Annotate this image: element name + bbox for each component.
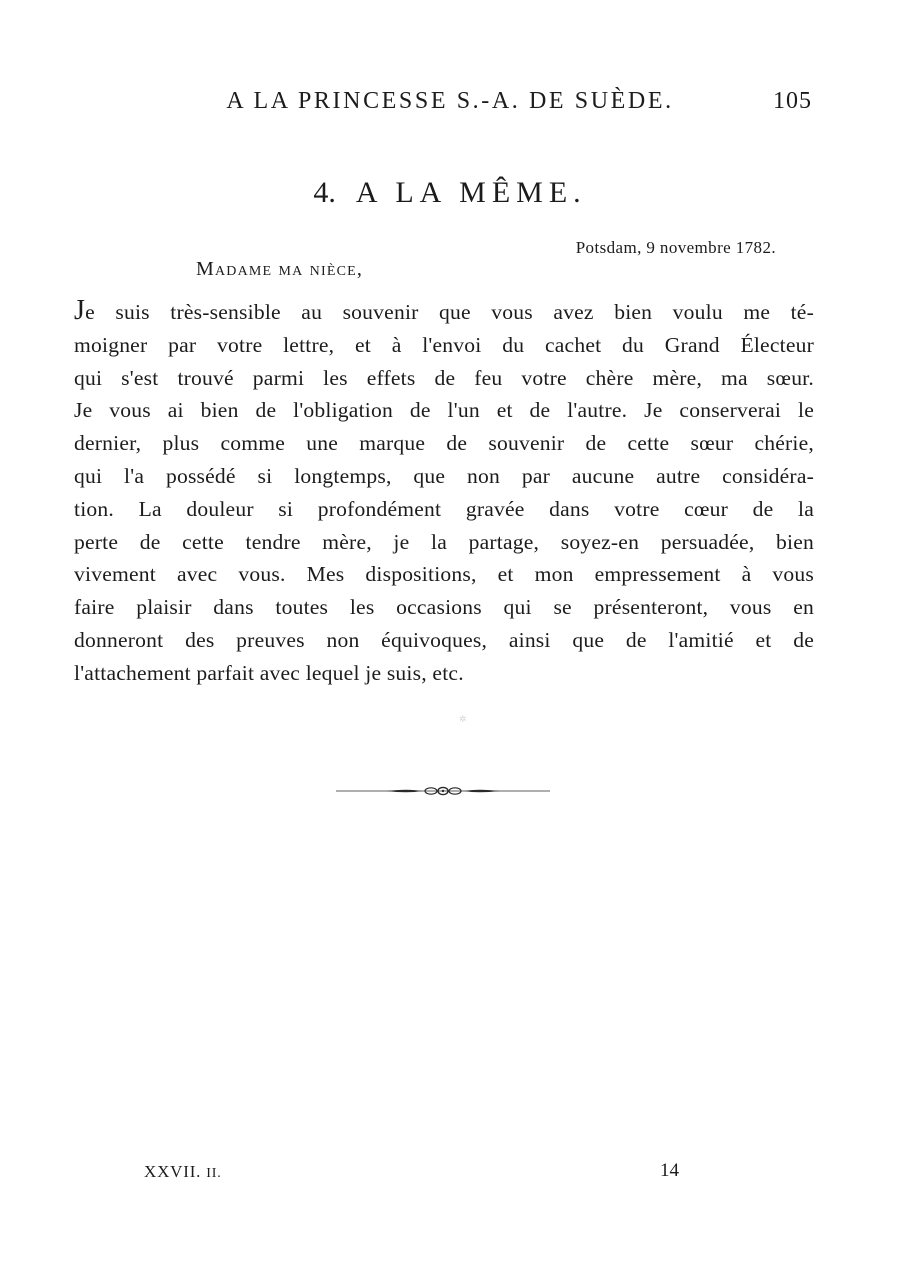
body-line: dernier, plus comme une marque de souvenir de cette sœur chérie,	[74, 431, 814, 456]
body-line: l'attachement parfait avec lequel je suis, etc.	[74, 660, 464, 685]
body-line: moigner par votre lettre, et à l'envoi du cachet du Grand Électeur	[74, 332, 814, 357]
letter-body	[74, 296, 814, 690]
letter-heading	[0, 176, 900, 210]
page-number: 105	[773, 88, 812, 114]
body-line: faire plaisir dans toutes les occasions qui se présenteront, vous en	[74, 595, 814, 620]
signature-part: II.	[206, 1166, 222, 1181]
salutation: Madame ma nièce,	[196, 258, 364, 280]
body-line: perte de cette tendre mère, je la partage, soyez-en persuadée, bien	[74, 529, 814, 554]
body-line: Je vous ai bien de l'obligation de l'un et de l'autre. Je conserverai le	[74, 398, 814, 423]
initial-letter: J	[74, 295, 86, 326]
body-line: qui s'est trouvé parmi les effets de feu votre chère mère, ma sœur.	[74, 365, 814, 390]
running-title: A LA PRINCESSE S.-A. DE SUÈDE.	[226, 88, 674, 114]
body-line: Je suis très-sensible au souvenir que vous avez bien voulu me té-	[74, 295, 814, 326]
letter-number: 4.	[313, 176, 336, 209]
signature-volume: XXVII.	[144, 1162, 202, 1181]
paper-speck: ✲	[459, 714, 467, 724]
dateline: Potsdam, 9 novembre 1782.	[575, 238, 776, 257]
signature-mark	[144, 1162, 222, 1182]
running-head	[74, 88, 812, 122]
tailpiece-ornament	[336, 782, 550, 800]
sheet-number: 14	[660, 1160, 679, 1181]
body-line: donneront des preuves non équivoques, ainsi que de l'amitié et de	[74, 627, 814, 652]
body-line: vivement avec vous. Mes dispositions, et mon empressement à vous	[74, 562, 814, 587]
letter-title: A LA MÊME.	[355, 176, 587, 209]
body-line: tion. La douleur si profondément gravée dans votre cœur de la	[74, 496, 814, 521]
body-line: qui l'a possédé si longtemps, que non par aucune autre considéra-	[74, 463, 814, 488]
